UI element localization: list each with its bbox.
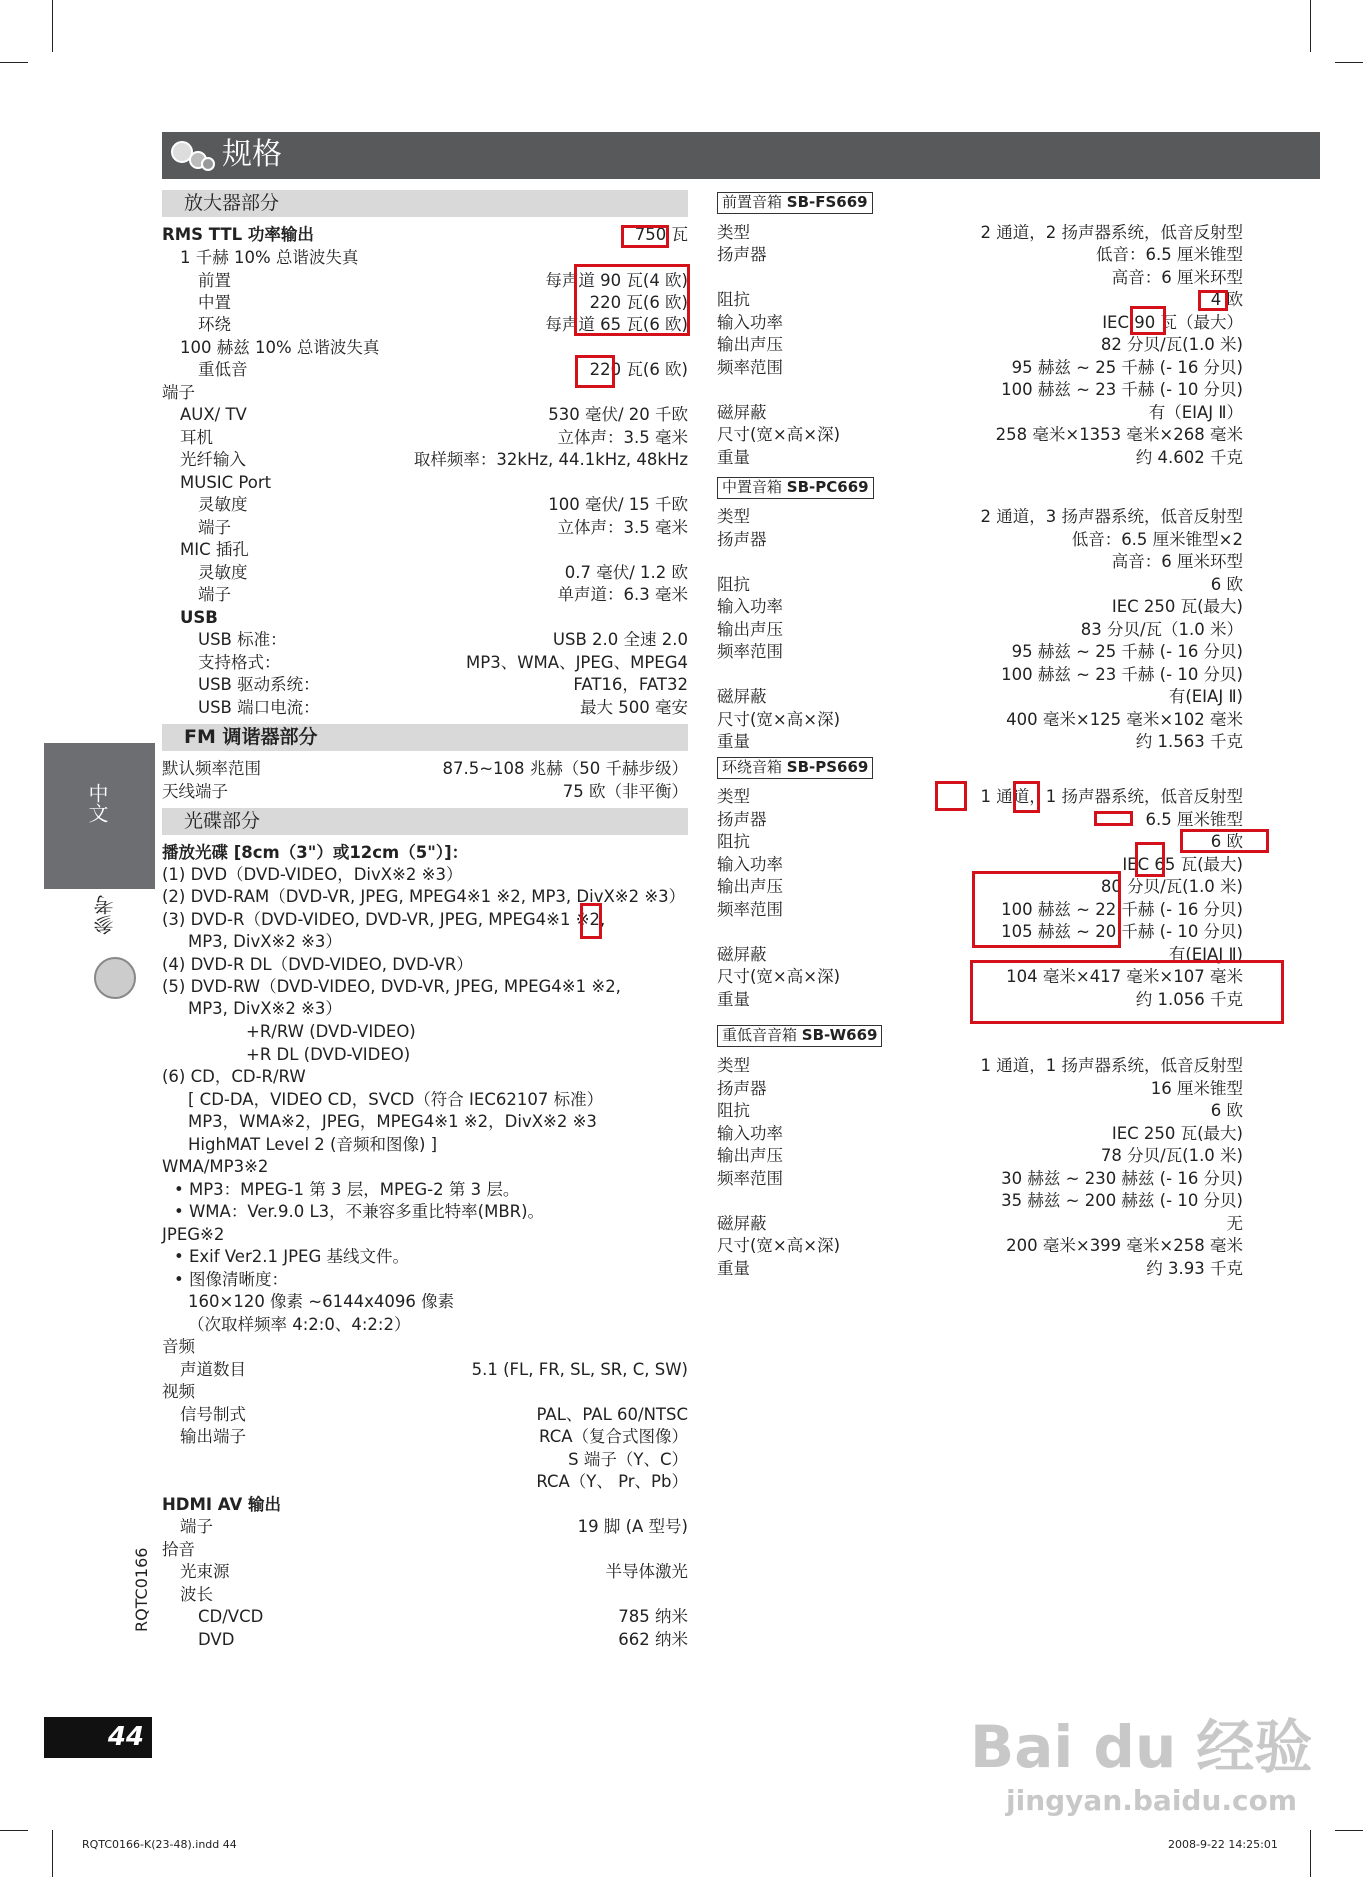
spec-row bbox=[162, 1539, 688, 1561]
spec-row bbox=[717, 222, 1243, 244]
disc-line: 160×120 像素 ~6144x4096 像素 bbox=[188, 1292, 455, 1311]
spec-label: 磁屏蔽 bbox=[717, 1214, 767, 1233]
spec-row bbox=[180, 1584, 688, 1606]
disc-line: • 图像清晰度： bbox=[174, 1270, 288, 1289]
disc-line: +R/RW (DVD-VIDEO) bbox=[246, 1022, 416, 1041]
spec-row bbox=[717, 641, 1243, 663]
spec-label: 灵敏度 bbox=[198, 563, 248, 582]
spec-row bbox=[717, 1168, 1243, 1190]
crop-mark bbox=[52, 1830, 53, 1877]
spec-value: 单声道：6.3 毫米 bbox=[557, 585, 688, 604]
spec-value: 87.5~108 兆赫（50 千赫步级） bbox=[442, 759, 688, 778]
spec-value: 2 通道，3 扬声器系统，低音反射型 bbox=[980, 507, 1243, 526]
spec-label: 阻抗 bbox=[717, 832, 750, 851]
crop-mark bbox=[1335, 62, 1363, 63]
spec-label: 类型 bbox=[717, 1056, 750, 1075]
spec-label: 频率范围 bbox=[717, 642, 783, 661]
disc-line: MP3, DivX※2 ※3） bbox=[188, 999, 342, 1018]
spec-row bbox=[717, 1145, 1243, 1167]
speaker-heading-center bbox=[717, 477, 874, 499]
highlight-box bbox=[1180, 829, 1269, 853]
spec-label: 端子 bbox=[198, 585, 231, 604]
spec-row bbox=[717, 402, 1243, 424]
language-label: 中文 bbox=[85, 783, 109, 823]
spec-label: 音频 bbox=[162, 1337, 195, 1356]
spec-row bbox=[717, 1213, 1243, 1235]
spec-value: 19 脚 (A 型号) bbox=[577, 1517, 688, 1536]
speaker-model: SB-PC669 bbox=[786, 478, 869, 496]
highlight-box bbox=[1094, 811, 1133, 826]
spec-row bbox=[180, 1404, 688, 1426]
spec-label: 中置 bbox=[198, 293, 231, 312]
spec-value: 约 3.93 千克 bbox=[1146, 1259, 1243, 1278]
spec-value: 785 纳米 bbox=[618, 1607, 688, 1626]
watermark-url: jingyan.baidu.com bbox=[1006, 1784, 1298, 1817]
spec-value: 高音：6 厘米环型 bbox=[1111, 268, 1243, 287]
title-bar bbox=[162, 132, 1320, 179]
spec-value: 5.1 (FL, FR, SL, SR, C, SW) bbox=[471, 1360, 688, 1379]
spec-label: 默认频率范围 bbox=[162, 759, 261, 778]
footer-file: RQTC0166-K(23-48).indd 44 bbox=[82, 1838, 237, 1851]
spec-value: 258 毫米×1353 毫米×268 毫米 bbox=[995, 425, 1243, 444]
spec-value: 82 分贝/瓦(1.0 米) bbox=[1100, 335, 1243, 354]
spec-row bbox=[717, 357, 1243, 379]
crop-mark bbox=[0, 1830, 28, 1831]
spec-label: 类型 bbox=[717, 787, 750, 806]
spec-label: 前置 bbox=[198, 271, 231, 290]
disc-line: (1) DVD（DVD-VIDEO，DivX※2 ※3） bbox=[162, 865, 463, 884]
page-title: 规格 bbox=[222, 137, 282, 172]
spec-value: FAT16，FAT32 bbox=[573, 675, 688, 694]
spec-label: 类型 bbox=[717, 223, 750, 242]
spec-row bbox=[717, 551, 1243, 573]
spec-label: 端子 bbox=[180, 1517, 213, 1536]
footer-date: 2008-9-22 14:25:01 bbox=[1168, 1838, 1278, 1851]
spec-row bbox=[162, 1494, 688, 1516]
speaker-heading-front bbox=[717, 192, 873, 214]
speaker-model: SB-W669 bbox=[801, 1026, 878, 1044]
spec-value: 无 bbox=[1226, 1214, 1243, 1233]
spec-row bbox=[717, 664, 1243, 686]
crop-mark bbox=[52, 0, 53, 52]
spec-value: 530 毫伏/ 20 千欧 bbox=[548, 405, 688, 424]
disc-line: HighMAT Level 2 (音频和图像) ] bbox=[188, 1135, 438, 1154]
spec-value: 83 分贝/瓦（1.0 米） bbox=[1080, 620, 1243, 639]
disc-line: MP3, DivX※2 ※3） bbox=[188, 932, 342, 951]
section-fm: FM 调谐器部分 bbox=[162, 724, 688, 751]
highlight-box bbox=[1013, 781, 1040, 813]
spec-value: 104 毫米×417 毫米×107 毫米 bbox=[1006, 967, 1243, 986]
spec-label: 1 千赫 10% 总谐波失真 bbox=[180, 248, 359, 267]
spec-value: 100 赫兹 ~ 23 千赫 (- 10 分贝) bbox=[1001, 665, 1243, 684]
spec-value: 100 赫兹 ~ 23 千赫 (- 10 分贝) bbox=[1001, 380, 1243, 399]
disc-line: • WMA：Ver.9.0 L3，不兼容多重比特率(MBR)。 bbox=[174, 1202, 545, 1221]
spec-row bbox=[717, 1235, 1243, 1257]
highlight-box bbox=[935, 781, 967, 811]
spec-logo-icon bbox=[170, 138, 216, 174]
crop-mark bbox=[1310, 1830, 1311, 1877]
spec-value: 每声道 90 瓦(4 欧) bbox=[545, 271, 688, 290]
spec-value: 78 分贝/瓦(1.0 米) bbox=[1100, 1146, 1243, 1165]
spec-value: 105 赫兹 ~ 20 千赫 (- 10 分贝) bbox=[1001, 922, 1243, 941]
spec-value: 220 瓦(6 欧) bbox=[589, 360, 688, 379]
spec-label: 磁屏蔽 bbox=[717, 945, 767, 964]
spec-label: 尺寸(宽×高×深) bbox=[717, 710, 841, 729]
disc-line: (2) DVD-RAM（DVD-VR, JPEG, MPEG4※1 ※2, MP3, DivX※2 ※3） bbox=[162, 887, 686, 906]
speaker-heading-surround bbox=[717, 757, 873, 779]
spec-label: 重量 bbox=[717, 990, 750, 1009]
spec-label: 声道数目 bbox=[180, 1360, 246, 1379]
spec-value: 最大 500 毫安 bbox=[580, 698, 688, 717]
disc-line: WMA/MP3※2 bbox=[162, 1157, 269, 1176]
spec-label: 磁屏蔽 bbox=[717, 687, 767, 706]
spec-label: 支持格式： bbox=[198, 653, 281, 672]
highlight-box bbox=[1135, 842, 1165, 877]
spec-row bbox=[180, 404, 688, 426]
spec-label: MUSIC Port bbox=[180, 473, 272, 492]
spec-label: 扬声器 bbox=[717, 810, 767, 829]
highlight-box bbox=[575, 355, 615, 388]
highlight-box bbox=[1198, 290, 1228, 311]
spec-row bbox=[198, 674, 688, 696]
spec-row bbox=[717, 786, 1243, 808]
highlight-box bbox=[621, 225, 669, 248]
spec-value: 立体声：3.5 毫米 bbox=[557, 428, 688, 447]
spec-row bbox=[162, 224, 688, 246]
spec-value: 2 通道，2 扬声器系统，低音反射型 bbox=[980, 223, 1243, 242]
spec-label: 重量 bbox=[717, 448, 750, 467]
spec-label: CD/VCD bbox=[198, 1607, 264, 1626]
spec-row bbox=[180, 1426, 688, 1448]
disc-line: （次取样频率 4:2:0、4:2:2） bbox=[188, 1315, 411, 1334]
spec-value: 高音：6 厘米环型 bbox=[1111, 552, 1243, 571]
spec-row bbox=[180, 1516, 688, 1538]
spec-label: 输入功率 bbox=[717, 597, 783, 616]
spec-value: 100 赫兹 ~ 22 千赫 (- 16 分贝) bbox=[1001, 900, 1243, 919]
spec-row bbox=[717, 1055, 1243, 1077]
spec-row bbox=[717, 809, 1243, 831]
spec-row bbox=[198, 1606, 688, 1628]
spec-row bbox=[717, 1190, 1243, 1212]
spec-value: 低音：6.5 厘米锥型 bbox=[1096, 245, 1243, 264]
spec-label: MIC 插孔 bbox=[180, 540, 249, 559]
spec-value: S 端子（Y、C） bbox=[568, 1450, 688, 1469]
spec-label: USB 驱动系统： bbox=[198, 675, 320, 694]
spec-row bbox=[162, 842, 688, 864]
spec-label: 阻抗 bbox=[717, 290, 750, 309]
reference-label: 参考 bbox=[93, 895, 117, 935]
spec-label: USB 端口电流： bbox=[198, 698, 320, 717]
spec-value: 0.7 毫伏/ 1.2 欧 bbox=[564, 563, 688, 582]
page-number: 44 bbox=[44, 1717, 152, 1758]
spec-row bbox=[180, 1449, 688, 1471]
crop-mark bbox=[1335, 1830, 1363, 1831]
spec-row bbox=[198, 697, 688, 719]
model-code: RQTC0166 bbox=[132, 1547, 151, 1632]
spec-value: IEC 250 瓦(最大) bbox=[1111, 1124, 1243, 1143]
spec-row bbox=[717, 506, 1243, 528]
spec-value: 662 纳米 bbox=[618, 1630, 688, 1649]
spec-label: 尺寸(宽×高×深) bbox=[717, 425, 841, 444]
spec-row bbox=[198, 652, 688, 674]
spec-row bbox=[162, 1336, 688, 1358]
spec-row bbox=[717, 529, 1243, 551]
spec-row bbox=[180, 1359, 688, 1381]
spec-label: 扬声器 bbox=[717, 1079, 767, 1098]
spec-label: 输入功率 bbox=[717, 313, 783, 332]
spec-value: 约 4.602 千克 bbox=[1135, 448, 1243, 467]
spec-row bbox=[180, 1471, 688, 1493]
spec-row bbox=[198, 562, 688, 584]
spec-value: USB 2.0 全速 2.0 bbox=[552, 630, 688, 649]
spec-value: 6.5 厘米锥型 bbox=[1145, 810, 1243, 829]
spec-label: 环绕 bbox=[198, 315, 231, 334]
disc-line: +R DL (DVD-VIDEO) bbox=[246, 1045, 411, 1064]
spec-row bbox=[198, 584, 688, 606]
spec-label: 输出声压 bbox=[717, 620, 783, 639]
spec-label: 输入功率 bbox=[717, 1124, 783, 1143]
spec-row bbox=[180, 427, 688, 449]
spec-label: 尺寸(宽×高×深) bbox=[717, 967, 841, 986]
spec-label: 100 赫兹 10% 总谐波失真 bbox=[180, 338, 380, 357]
spec-label: 端子 bbox=[162, 383, 195, 402]
spec-value: IEC 90 瓦（最大） bbox=[1102, 313, 1243, 332]
spec-row bbox=[162, 1381, 688, 1403]
spec-value: 1 通道，1 扬声器系统，低音反射型 bbox=[980, 787, 1243, 806]
spec-label: 输出声压 bbox=[717, 335, 783, 354]
spec-label: 阻抗 bbox=[717, 1101, 750, 1120]
spec-row bbox=[717, 244, 1243, 266]
spec-value: 6 欧 bbox=[1210, 832, 1243, 851]
spec-value: 有(EIAJ Ⅱ) bbox=[1168, 945, 1243, 964]
spec-value: RCA（Y、 Pr、Pb） bbox=[536, 1472, 688, 1491]
speaker-model: SB-FS669 bbox=[786, 193, 868, 211]
spec-label: 天线端子 bbox=[162, 782, 228, 801]
spec-value: 35 赫兹 ~ 200 赫兹 (- 10 分贝) bbox=[1001, 1191, 1243, 1210]
spec-label: 输入功率 bbox=[717, 855, 783, 874]
spec-label: 播放光碟 [8cm（3"）或12cm（5"）]： bbox=[162, 843, 469, 862]
spec-row bbox=[717, 267, 1243, 289]
section-disc: 光碟部分 bbox=[162, 808, 688, 835]
spec-label: HDMI AV 输出 bbox=[162, 1495, 281, 1514]
spec-value: 有(EIAJ Ⅱ) bbox=[1168, 687, 1243, 706]
highlight-box bbox=[574, 264, 690, 336]
spec-row bbox=[717, 619, 1243, 641]
disc-line: JPEG※2 bbox=[162, 1225, 225, 1244]
spec-row bbox=[162, 781, 688, 803]
spec-value: 80 分贝/瓦(1.0 米) bbox=[1100, 877, 1243, 896]
book-icon bbox=[94, 957, 136, 999]
spec-value: RCA（复合式图像） bbox=[539, 1427, 688, 1446]
disc-line: (3) DVD-R（DVD-VIDEO, DVD-VR, JPEG, MPEG4※1 ※2, bbox=[162, 910, 606, 929]
disc-line: (4) DVD-R DL（DVD-VIDEO, DVD-VR） bbox=[162, 955, 473, 974]
spec-row bbox=[717, 334, 1243, 356]
spec-label: 信号制式 bbox=[180, 1405, 246, 1424]
spec-row bbox=[717, 1258, 1243, 1280]
watermark-brand: Bai du 经验 bbox=[970, 1713, 1313, 1781]
spec-row bbox=[717, 574, 1243, 596]
spec-label: 光纤输入 bbox=[180, 450, 246, 469]
spec-label: USB bbox=[180, 608, 218, 627]
speaker-heading-label: 前置音箱 bbox=[722, 193, 783, 211]
spec-label: 重量 bbox=[717, 732, 750, 751]
crop-mark bbox=[0, 62, 28, 63]
spec-row bbox=[717, 596, 1243, 618]
spec-value: 750 瓦 bbox=[634, 225, 688, 244]
spec-label: 端子 bbox=[198, 518, 231, 537]
speaker-heading-label: 中置音箱 bbox=[722, 478, 783, 496]
spec-row bbox=[180, 1561, 688, 1583]
spec-value: 95 赫兹 ~ 25 千赫 (- 16 分贝) bbox=[1011, 642, 1243, 661]
spec-label: 扬声器 bbox=[717, 530, 767, 549]
speaker-heading-label: 重低音音箱 bbox=[722, 1026, 798, 1044]
spec-value: 立体声：3.5 毫米 bbox=[557, 518, 688, 537]
spec-row bbox=[717, 424, 1243, 446]
disc-line: • MP3：MPEG-1 第 3 层，MPEG-2 第 3 层。 bbox=[174, 1180, 520, 1199]
spec-value: 每声道 65 瓦(6 欧) bbox=[545, 315, 688, 334]
spec-value: 6 欧 bbox=[1210, 1101, 1243, 1120]
spec-value: 200 毫米×399 毫米×258 毫米 bbox=[1006, 1236, 1243, 1255]
spec-row bbox=[198, 494, 688, 516]
spec-label: 重量 bbox=[717, 1259, 750, 1278]
spec-value: 16 厘米锥型 bbox=[1150, 1079, 1243, 1098]
spec-value: 有（EIAJ Ⅱ） bbox=[1148, 403, 1243, 422]
spec-row bbox=[180, 472, 688, 494]
spec-label: 视频 bbox=[162, 1382, 195, 1401]
spec-value: 低音：6.5 厘米锥型×2 bbox=[1071, 530, 1243, 549]
spec-value: 400 毫米×125 毫米×102 毫米 bbox=[1006, 710, 1243, 729]
spec-value: 220 瓦(6 欧) bbox=[589, 293, 688, 312]
spec-row bbox=[717, 1078, 1243, 1100]
spec-row bbox=[198, 1629, 688, 1651]
spec-row bbox=[162, 758, 688, 780]
spec-value: 4 欧 bbox=[1210, 290, 1243, 309]
spec-value: 6 欧 bbox=[1210, 575, 1243, 594]
spec-value: IEC 250 瓦(最大) bbox=[1111, 597, 1243, 616]
language-tab bbox=[44, 743, 155, 889]
speaker-heading-subwoofer bbox=[717, 1025, 882, 1047]
spec-value: 半导体激光 bbox=[605, 1562, 688, 1581]
spec-value: 1 通道，1 扬声器系统，低音反射型 bbox=[980, 1056, 1243, 1075]
spec-row bbox=[717, 1100, 1243, 1122]
spec-label: 输出声压 bbox=[717, 877, 783, 896]
spec-label: 磁屏蔽 bbox=[717, 403, 767, 422]
spec-label: 波长 bbox=[180, 1585, 213, 1604]
spec-value: IEC 65 瓦(最大) bbox=[1122, 855, 1243, 874]
spec-value: 取样频率：32kHz, 44.1kHz, 48kHz bbox=[413, 450, 688, 469]
highlight-box bbox=[970, 960, 1284, 1024]
spec-value: 95 赫兹 ~ 25 千赫 (- 16 分贝) bbox=[1011, 358, 1243, 377]
spec-row bbox=[717, 447, 1243, 469]
highlight-box bbox=[1130, 306, 1166, 335]
spec-value: 约 1.056 千克 bbox=[1135, 990, 1243, 1009]
spec-row bbox=[717, 1123, 1243, 1145]
spec-label: DVD bbox=[198, 1630, 235, 1649]
spec-row bbox=[180, 449, 688, 471]
speaker-model: SB-PS669 bbox=[786, 758, 869, 776]
spec-row bbox=[198, 517, 688, 539]
spec-label: 频率范围 bbox=[717, 900, 783, 919]
disc-line: MP3，WMA※2，JPEG，MPEG4※1 ※2，DivX※2 ※3 bbox=[188, 1112, 597, 1131]
spec-label: USB 标准： bbox=[198, 630, 287, 649]
spec-label: 光束源 bbox=[180, 1562, 230, 1581]
spec-label: 扬声器 bbox=[717, 245, 767, 264]
highlight-box bbox=[580, 903, 602, 939]
disc-line: (5) DVD-RW（DVD-VIDEO, DVD-VR, JPEG, MPEG4※1 ※2, bbox=[162, 977, 621, 996]
spec-label: 输出声压 bbox=[717, 1146, 783, 1165]
spec-row bbox=[198, 629, 688, 651]
highlight-box bbox=[972, 871, 1121, 948]
spec-row bbox=[717, 379, 1243, 401]
spec-value: MP3、WMA、JPEG、MPEG4 bbox=[466, 653, 688, 672]
spec-value: 75 欧（非平衡） bbox=[562, 782, 688, 801]
spec-label: 耳机 bbox=[180, 428, 213, 447]
spec-label: 重低音 bbox=[198, 360, 248, 379]
spec-label: 频率范围 bbox=[717, 358, 783, 377]
section-amplifier: 放大器部分 bbox=[162, 190, 688, 217]
spec-value: PAL、PAL 60/NTSC bbox=[536, 1405, 688, 1424]
spec-label: 灵敏度 bbox=[198, 495, 248, 514]
spec-row bbox=[717, 709, 1243, 731]
crop-mark bbox=[1310, 0, 1311, 52]
spec-label: 类型 bbox=[717, 507, 750, 526]
disc-line: [ CD-DA，VIDEO CD，SVCD（符合 IEC62107 标准） bbox=[188, 1090, 604, 1109]
spec-row bbox=[180, 539, 688, 561]
spec-row bbox=[180, 607, 688, 629]
spec-label: RMS TTL 功率输出 bbox=[162, 225, 314, 244]
disc-line: (6) CD，CD-R/RW bbox=[162, 1067, 306, 1086]
spec-label: 拾音 bbox=[162, 1540, 195, 1559]
spec-row bbox=[717, 731, 1243, 753]
spec-value: 30 赫兹 ~ 230 赫兹 (- 16 分贝) bbox=[1001, 1169, 1243, 1188]
spec-value: 100 毫伏/ 15 千欧 bbox=[548, 495, 688, 514]
spec-label: 频率范围 bbox=[717, 1169, 783, 1188]
spec-row bbox=[717, 686, 1243, 708]
spec-label: 尺寸(宽×高×深) bbox=[717, 1236, 841, 1255]
spec-label: AUX/ TV bbox=[180, 405, 247, 424]
spec-label: 阻抗 bbox=[717, 575, 750, 594]
disc-line: • Exif Ver2.1 JPEG 基线文件。 bbox=[174, 1247, 410, 1266]
spec-value: 约 1.563 千克 bbox=[1135, 732, 1243, 751]
spec-label: 输出端子 bbox=[180, 1427, 246, 1446]
speaker-heading-label: 环绕音箱 bbox=[722, 758, 783, 776]
